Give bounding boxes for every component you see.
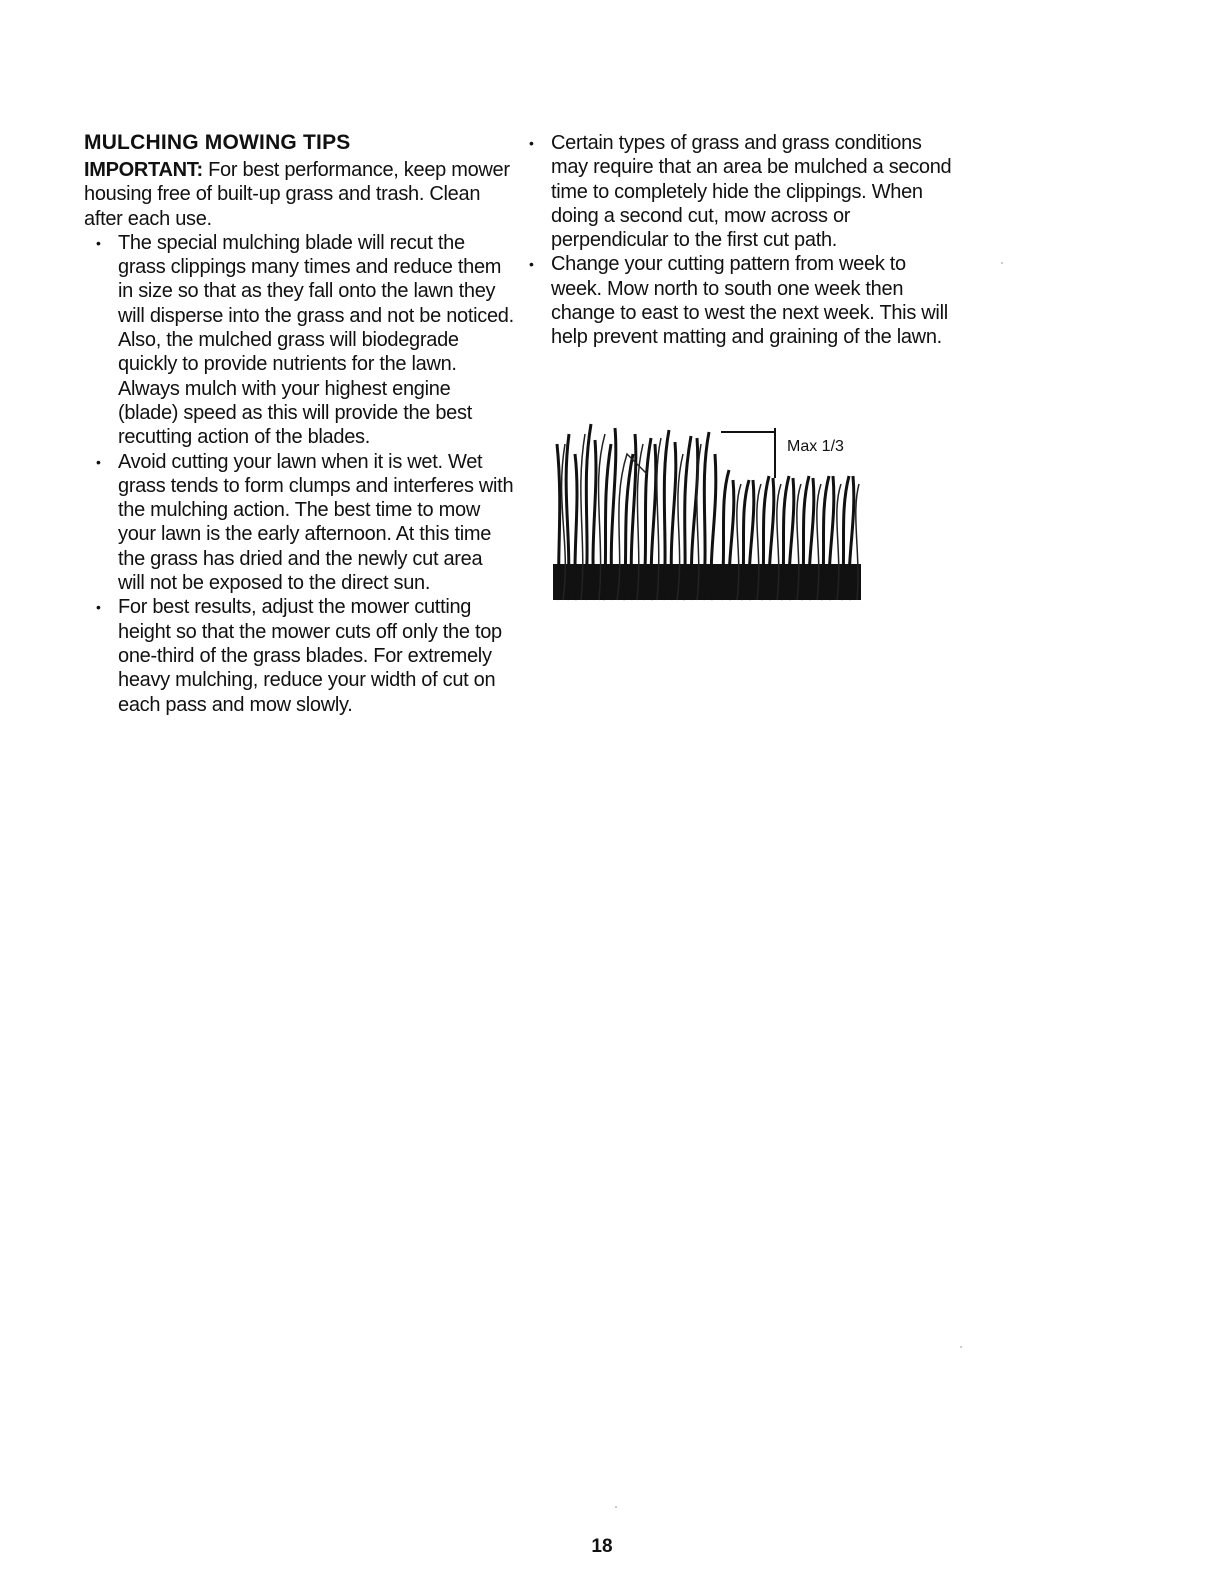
- list-item-text: The special mulching blade will recut the grass clippings many times and reduce them in size so that as they fall onto the lawn they will disperse into the grass and not be noticed. Also, the mulched grass will biodegrade quickly to provide nutrients for the lawn. Always mulch with your highest engine (blade) speed as this will provide the best recutting action of the blades.: [118, 231, 514, 449]
- tips-list-left: [84, 231, 514, 717]
- bullet-icon: •: [529, 256, 534, 273]
- max-cut-label: Max 1/3: [787, 438, 844, 455]
- list-item: [527, 131, 957, 252]
- bullet-icon: •: [96, 234, 101, 251]
- list-item-text: Change your cutting pattern from week to week. Mow north to south one week then change to east to west the next week. This will help prevent matting and graining of the lawn.: [551, 253, 948, 349]
- page-number: 18: [591, 1536, 613, 1557]
- important-note: [84, 158, 514, 231]
- scan-speck: [960, 1346, 962, 1348]
- list-item-text: For best results, adjust the mower cutting height so that the mower cuts off only the top one-third of the grass blades. For extremely heavy mulching, reduce your width of cut on each pass and mow slowly.: [118, 596, 502, 716]
- list-item: [84, 450, 514, 596]
- scan-speck: [615, 1506, 617, 1508]
- list-item: [84, 595, 514, 716]
- scan-speck: [1001, 262, 1003, 264]
- list-item-text: Avoid cutting your lawn when it is wet. Wet grass tends to form clumps and interferes with the mulching action. The best time to mow your lawn is the early afternoon. At this time the grass has dried and the newly cut area will not be exposed to the direct sun.: [118, 450, 514, 595]
- bullet-icon: •: [96, 453, 101, 470]
- important-label: IMPORTANT:: [84, 159, 203, 181]
- list-item: [527, 252, 957, 349]
- list-item: [84, 231, 514, 450]
- left-column: [84, 131, 514, 717]
- tips-list-right: [527, 131, 957, 350]
- bullet-icon: •: [529, 135, 534, 151]
- right-column: [527, 131, 957, 350]
- important-text: For best performance, keep mower housing free of built-up grass and trash. Clean after each use.: [84, 159, 510, 230]
- grass-cutting-height-illustration: [551, 414, 871, 608]
- section-heading: MULCHING MOWING TIPS: [84, 131, 351, 154]
- bullet-icon: •: [96, 599, 101, 616]
- list-item-text: Certain types of grass and grass conditions may require that an area be mulched a second time to completely hide the clippings. When doing a second cut, mow across or perpendicular to the first cut path.: [551, 132, 952, 252]
